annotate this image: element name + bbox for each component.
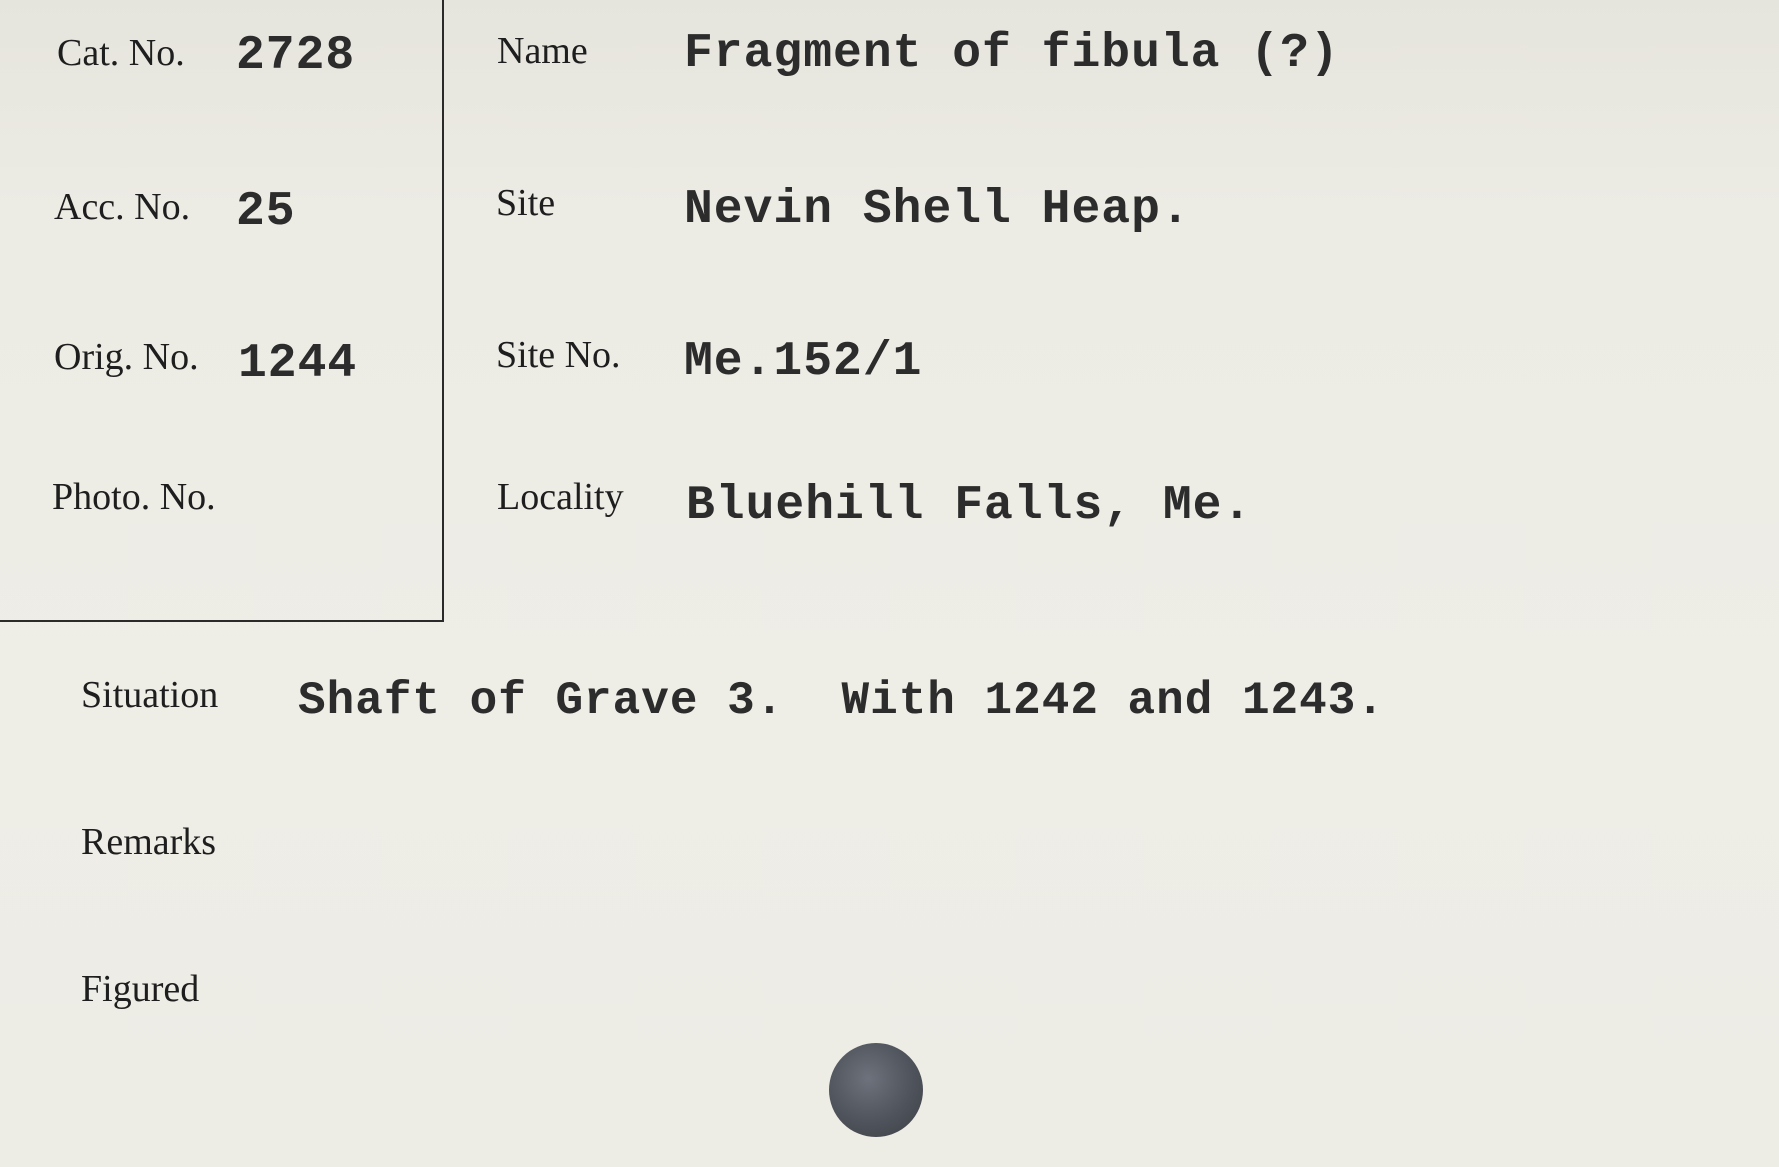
cat-no-value: 2728: [236, 29, 356, 83]
acc-no-label: Acc. No.: [54, 186, 191, 228]
photo-no-label: Photo. No.: [52, 476, 216, 518]
situation-value: Shaft of Grave 3. With 1242 and 1243.: [298, 675, 1385, 727]
site-label: Site: [496, 182, 556, 224]
orig-no-value: 1244: [238, 337, 358, 391]
box-border-bottom: [0, 620, 444, 622]
punch-hole: [829, 1043, 923, 1137]
remarks-label: Remarks: [81, 821, 217, 863]
locality-label: Locality: [497, 476, 624, 518]
figured-label: Figured: [81, 968, 200, 1010]
situation-label: Situation: [81, 674, 219, 716]
box-border-right: [442, 0, 444, 622]
cat-no-label: Cat. No.: [57, 32, 185, 74]
name-value: Fragment of fibula (?): [684, 27, 1340, 81]
acc-no-value: 25: [236, 185, 296, 239]
name-label: Name: [497, 30, 588, 72]
locality-value: Bluehill Falls, Me.: [686, 479, 1253, 533]
site-no-label: Site No.: [496, 334, 621, 376]
orig-no-label: Orig. No.: [54, 336, 199, 378]
site-no-value: Me.152/1: [684, 335, 923, 389]
site-value: Nevin Shell Heap.: [684, 183, 1191, 237]
